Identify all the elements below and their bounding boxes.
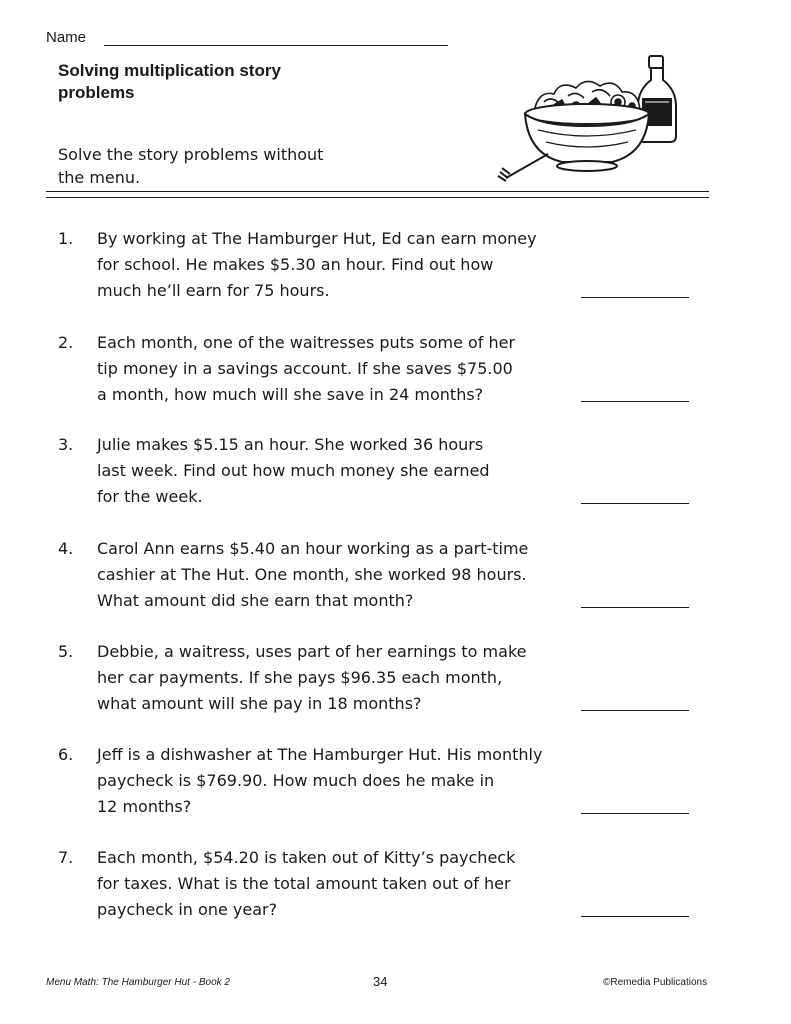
divider-rule-top	[46, 191, 709, 192]
problem-text	[97, 845, 515, 923]
answer-blank[interactable]	[581, 401, 689, 402]
problem-number: 6.	[58, 745, 74, 764]
problem-line: a month, how much will she save in 24 months?	[97, 385, 484, 404]
problem-item	[58, 330, 698, 410]
problem-line: Debbie, a waitress, uses part of her earnings to make	[97, 642, 527, 661]
answer-blank[interactable]	[581, 916, 689, 917]
problem-number: 5.	[58, 642, 74, 661]
problem-item	[58, 226, 698, 306]
instructions-line-1: Solve the story problems without	[58, 145, 324, 164]
problem-line: Each month, one of the waitresses puts some of her	[97, 333, 516, 352]
problem-line: Julie makes $5.15 an hour. She worked 36 hours	[97, 435, 484, 454]
problem-line: for the week.	[97, 487, 203, 506]
salad-bowl-icon	[492, 50, 692, 186]
page-number: 34	[373, 974, 388, 989]
problem-number: 3.	[58, 435, 74, 454]
name-field[interactable]	[104, 45, 448, 46]
problem-line: her car payments. If she pays $96.35 each month,	[97, 668, 503, 687]
problem-line: Carol Ann earns $5.40 an hour working as a part-time	[97, 539, 529, 558]
problem-item	[58, 639, 698, 719]
answer-blank[interactable]	[581, 813, 689, 814]
fork-icon	[498, 154, 548, 181]
problem-text	[97, 742, 542, 820]
problem-line: Each month, $54.20 is taken out of Kitty’s paycheck	[97, 848, 516, 867]
problem-line: cashier at The Hut. One month, she worked 98 hours.	[97, 565, 527, 584]
problem-item	[58, 845, 698, 925]
problem-line: What amount did she earn that month?	[97, 591, 414, 610]
problem-text	[97, 639, 526, 717]
problem-item	[58, 432, 698, 512]
problem-line: last week. Find out how much money she earned	[97, 461, 490, 480]
title-line-2: problems	[58, 83, 135, 102]
problem-line: much he’ll earn for 75 hours.	[97, 281, 330, 300]
problem-line: tip money in a savings account. If she saves $75.00	[97, 359, 513, 378]
answer-blank[interactable]	[581, 503, 689, 504]
instructions-line-2: the menu.	[58, 168, 141, 187]
problem-line: paycheck is $769.90. How much does he make in	[97, 771, 495, 790]
answer-blank[interactable]	[581, 710, 689, 711]
title-line-1: Solving multiplication story	[58, 61, 281, 80]
problem-line: Jeff is a dishwasher at The Hamburger Hut. His monthly	[97, 745, 543, 764]
problem-line: for school. He makes $5.30 an hour. Find out how	[97, 255, 494, 274]
problem-line: what amount will she pay in 18 months?	[97, 694, 422, 713]
footer-book-title: Menu Math: The Hamburger Hut - Book 2	[46, 977, 230, 988]
problem-number: 1.	[58, 229, 74, 248]
problem-number: 4.	[58, 539, 74, 558]
problem-text	[97, 226, 537, 304]
problem-text	[97, 536, 528, 614]
problem-line: 12 months?	[97, 797, 192, 816]
answer-blank[interactable]	[581, 297, 689, 298]
answer-blank[interactable]	[581, 607, 689, 608]
divider-rule-bottom	[46, 197, 709, 198]
problem-item	[58, 742, 698, 822]
worksheet-title	[58, 60, 358, 104]
problem-number: 7.	[58, 848, 74, 867]
footer-copyright: ©Remedia Publications	[603, 977, 708, 988]
problem-line: for taxes. What is the total amount taken out of her	[97, 874, 511, 893]
instructions	[58, 143, 348, 189]
problem-line: By working at The Hamburger Hut, Ed can earn money	[97, 229, 537, 248]
problem-number: 2.	[58, 333, 74, 352]
name-label: Name	[46, 29, 87, 46]
problem-text	[97, 432, 490, 510]
bowl-icon	[525, 104, 649, 171]
problem-line: paycheck in one year?	[97, 900, 278, 919]
problem-text	[97, 330, 515, 408]
problem-item	[58, 536, 698, 616]
